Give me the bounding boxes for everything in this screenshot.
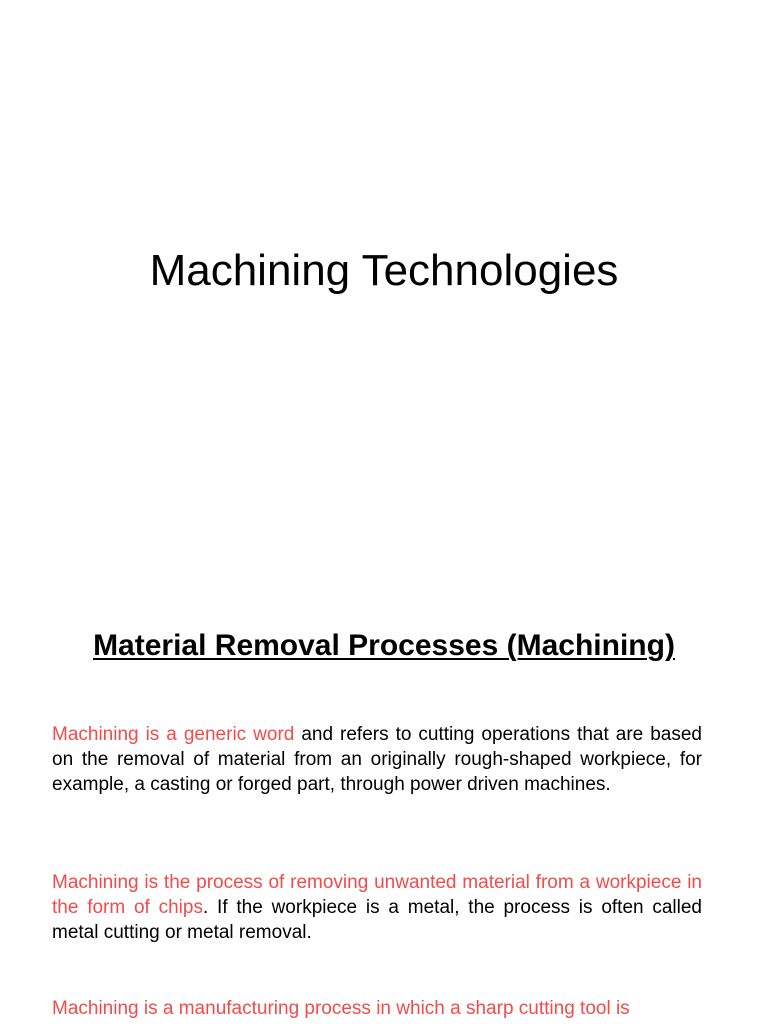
paragraph-1-highlight: Machining is a generic word <box>52 724 295 745</box>
paragraph-2 <box>52 870 702 945</box>
slide-title: Machining Technologies <box>149 246 619 295</box>
content-slide <box>0 576 768 1024</box>
paragraph-3-highlight: Machining is a manufacturing process in which a sharp cutting tool is <box>52 998 630 1019</box>
paragraph-2-text: . If the workpiece is a metal, the process is often called metal cutting or metal removal. <box>52 897 703 943</box>
paragraph-3 <box>52 996 702 1021</box>
paragraph-2-highlight: Machining is the process of removing unwanted material from a workpiece in the form of chips <box>52 872 702 918</box>
slide-heading: Material Removal Processes (Machining) <box>93 629 675 662</box>
paragraph-1 <box>52 722 702 797</box>
paragraph-1-text: and refers to cutting operations that are based on the removal of material from an originally rough-shaped workpiece, for example, a casting or forged part, through power driven machines. <box>52 724 702 795</box>
